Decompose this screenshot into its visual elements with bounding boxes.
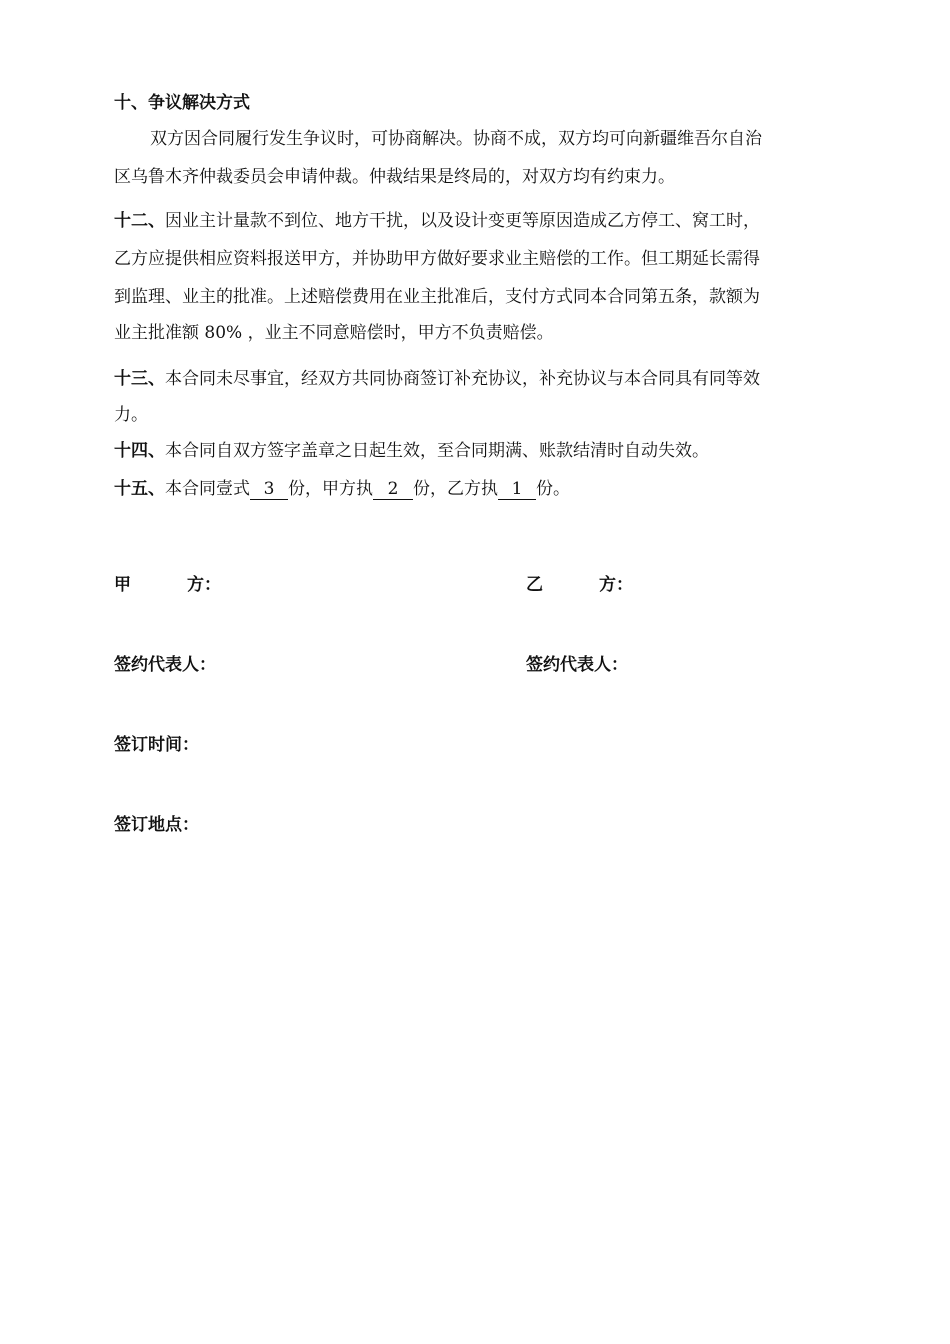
section-13-line-1 bbox=[114, 368, 854, 390]
section-13-number: 十三、 bbox=[114, 369, 165, 389]
section-12-line-2: 乙方应提供相应资料报送甲方，并协助甲方做好要求业主赔偿的工作。但工期延长需得 bbox=[114, 249, 760, 269]
section-12-line-3: 到监理、业主的批准。上述赔偿费用在业主批准后，支付方式同本合同第五条，款额为 bbox=[114, 287, 760, 307]
copies-party-b-field: 1 bbox=[498, 479, 536, 500]
section-14-line bbox=[114, 440, 854, 462]
section-10-heading: 十、争议解决方式 bbox=[114, 93, 250, 113]
party-a-suffix: 方： bbox=[187, 575, 221, 595]
section-10-line-2: 区乌鲁木齐仲裁委员会申请仲裁。仲裁结果是终局的，对双方均有约束力。 bbox=[114, 167, 675, 187]
section-15-text-3: 份，乙方执 bbox=[413, 479, 498, 499]
section-12-number: 十二、 bbox=[114, 211, 165, 231]
section-14-text: 本合同自双方签字盖章之日起生效，至合同期满、账款结清时自动失效。 bbox=[165, 441, 709, 461]
copies-party-a-field: 2 bbox=[373, 479, 413, 500]
section-15-text-4: 份。 bbox=[536, 479, 570, 499]
section-10-line-1: 双方因合同履行发生争议时，可协商解决。协商不成，双方均可向新疆维吾尔自治 bbox=[150, 129, 762, 149]
party-b-char: 乙 bbox=[526, 575, 543, 595]
party-b-suffix: 方： bbox=[599, 575, 633, 595]
copies-total-field: 3 bbox=[250, 479, 288, 500]
section-12-line-4: 业主批准额 80% ，业主不同意赔偿时，甲方不负责赔偿。 bbox=[114, 323, 554, 343]
section-13-text-1: 本合同未尽事宜，经双方共同协商签订补充协议，补充协议与本合同具有同等效 bbox=[165, 369, 760, 389]
party-a-char: 甲 bbox=[114, 575, 131, 595]
section-12-text-1: 因业主计量款不到位、地方干扰，以及设计变更等原因造成乙方停工、窝工时， bbox=[165, 211, 760, 231]
section-15-text-1: 本合同壹式 bbox=[165, 479, 250, 499]
section-12-line-1 bbox=[114, 210, 854, 232]
party-a-representative-label: 签约代表人： bbox=[114, 655, 216, 675]
signing-place-label: 签订地点： bbox=[114, 815, 199, 835]
section-15-text-2: 份，甲方执 bbox=[288, 479, 373, 499]
party-b-label bbox=[526, 574, 633, 596]
section-13-line-2: 力。 bbox=[114, 405, 148, 425]
section-14-number: 十四、 bbox=[114, 441, 165, 461]
party-a-label bbox=[114, 574, 221, 596]
section-15-line bbox=[114, 478, 854, 500]
section-15-number: 十五、 bbox=[114, 479, 165, 499]
signing-time-label: 签订时间： bbox=[114, 735, 199, 755]
party-b-representative-label: 签约代表人： bbox=[526, 655, 628, 675]
